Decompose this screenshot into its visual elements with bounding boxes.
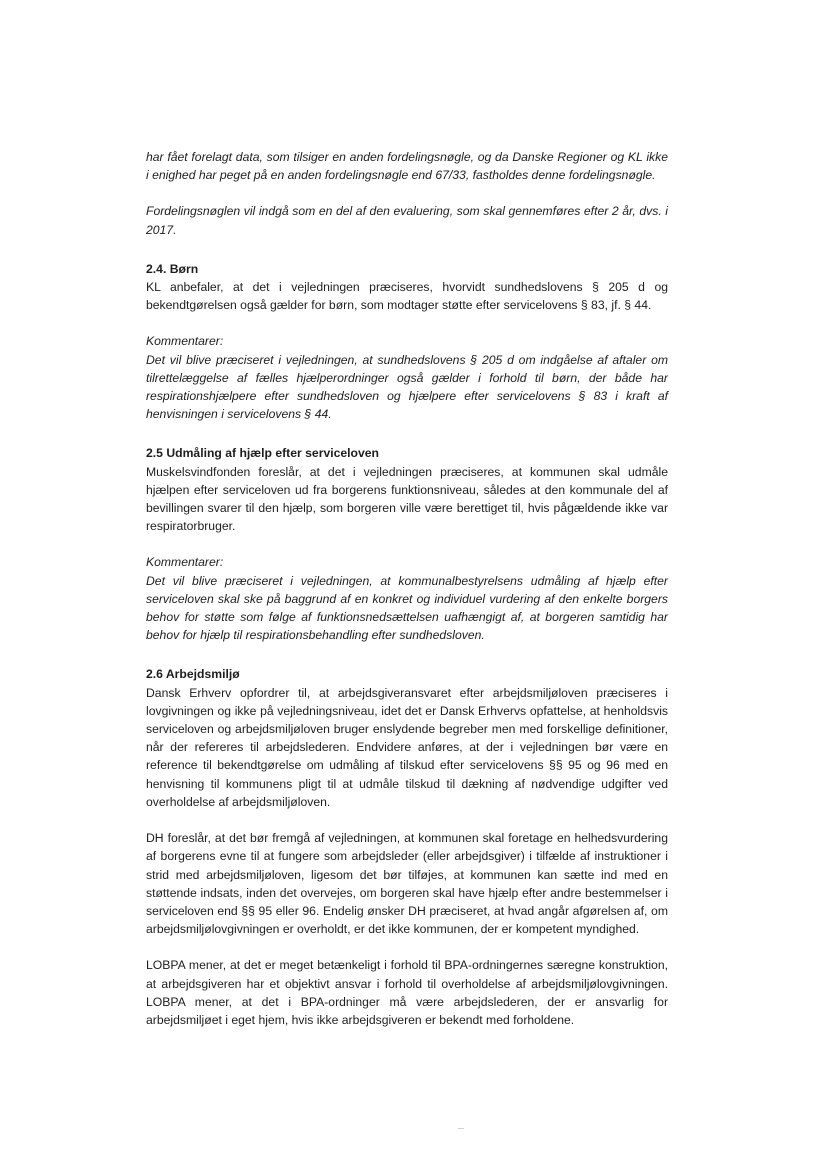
intro-paragraph-1: har fået forelagt data, som tilsiger en anden fordelingsnøgle, og da Danske Regioner og KL ikke i enighed har peget på en anden fordelingsnøgle end 67/33, fastholdes denne fordelingsnøgle. <box>146 150 668 183</box>
page-mark <box>458 1128 464 1129</box>
section-2-4-heading: 2.4. Børn <box>146 261 199 276</box>
section-2-5-heading: 2.5 Udmåling af hjælp efter serviceloven <box>146 446 379 461</box>
intro-paragraph-2: Fordelingsnøglen vil indgå som en del af den evaluering, som skal gennemføres efter 2 år, dvs. i 2017. <box>146 204 668 237</box>
section-2-4-body: KL anbefaler, at det i vejledningen præciseres, hvorvidt sundhedslovens § 205 d og bekendtgørelsen også gælder for børn, som modtager støtte efter servicelovens § 83, jf. § 44. <box>146 280 668 313</box>
section-2-5-body: Muskelsvindfonden foreslår, at det i vejledningen præciseres, at kommunen skal udmåle hjælpen efter serviceloven ud fra borgerens funktionsniveau, således at den kommunale del af bevillingen svarer til den hjælp, som borgeren ville være berettiget til, hvis pågældende ikke var respiratorbruger. <box>146 464 668 534</box>
page-content <box>146 148 668 1029</box>
section-2-5-comment-label: Kommentarer: <box>146 555 224 570</box>
section-2-6-paragraph-3: LOBPA mener, at det er meget betænkeligt i forhold til BPA-ordningernes særegne konstruktion, at arbejdsgiveren har et objektivt ansvar i forhold til overholdelse af arbejdsmiljølovgivningen. LOBPA mener, at det i BPA-ordninger må være arbejdslederen, der er ansvarlig for arbejdsmiljøet i eget hjem, hvis ikke arbejdsgiveren er bekendt med forholdene. <box>146 958 668 1027</box>
section-2-6-heading: 2.6 Arbejdsmiljø <box>146 667 240 682</box>
section-2-4-comment-label: Kommentarer: <box>146 334 224 349</box>
section-2-4-comment: Det vil blive præciseret i vejledningen, at sundhedslovens § 205 d om indgåelse af aftaler om tilrettelæggelse af fælles hjælperordninger også gælder i forhold til børn, der både har respirationshjælpere efter sundhedsloven og hjælpere efter servicelovens § 83 i kraft af henvisningen i servicelovens § 44. <box>146 352 668 422</box>
section-2-5-comment: Det vil blive præciseret i vejledningen, at kommunalbestyrelsens udmåling af hjælp efter serviceloven skal ske på baggrund af en konkret og individuel vurdering af den enkelte borgers behov for støtte som følge af funktionsnedsættelsen uafhængigt af, at borgeren samtidig har behov for hjælp til respirationsbehandling efter sundhedsloven. <box>146 573 668 643</box>
section-2-6-paragraph-2: DH foreslår, at det bør fremgå af vejledningen, at kommunen skal foretage en helhedsvurdering af borgerens evne til at fungere som arbejdsleder (eller arbejdsgiver) i tilfælde af instruktioner i strid med arbejdsmiljøloven, ligesom det bør tilføjes, at kommunen kan sætte ind med en støttende indsats, inden det overvejes, om borgeren skal have hjælp efter andre bestemmelser i serviceloven end §§ 95 eller 96. Endelig ønsker DH præciseret, at hvad angår afgørelsen af, om arbejdsmiljølovgivningen er overholdt, er det ikke kommunen, der er kompetent myndighed. <box>146 831 668 937</box>
section-2-6-paragraph-1: Dansk Erhverv opfordrer til, at arbejdsgiveransvaret efter arbejdsmiljøloven præciseres i lovgivningen og ikke på vejledningsniveau, idet det er Dansk Erhvervs opfattelse, at henholdsvis serviceloven og arbejdsmiljøloven bruger enslydende begreber men med forskellige definitioner, når der refereres til arbejdslederen. Endvidere anføres, at der i vejledningen bør være en reference til bekendtgørelse om udmåling af tilskud efter servicelovens §§ 95 og 96 med en henvisning til kommunens pligt til at udmåle tilskud til dækning af nødvendige udgifter ved overholdelse af arbejdsmiljøloven. <box>146 685 668 809</box>
